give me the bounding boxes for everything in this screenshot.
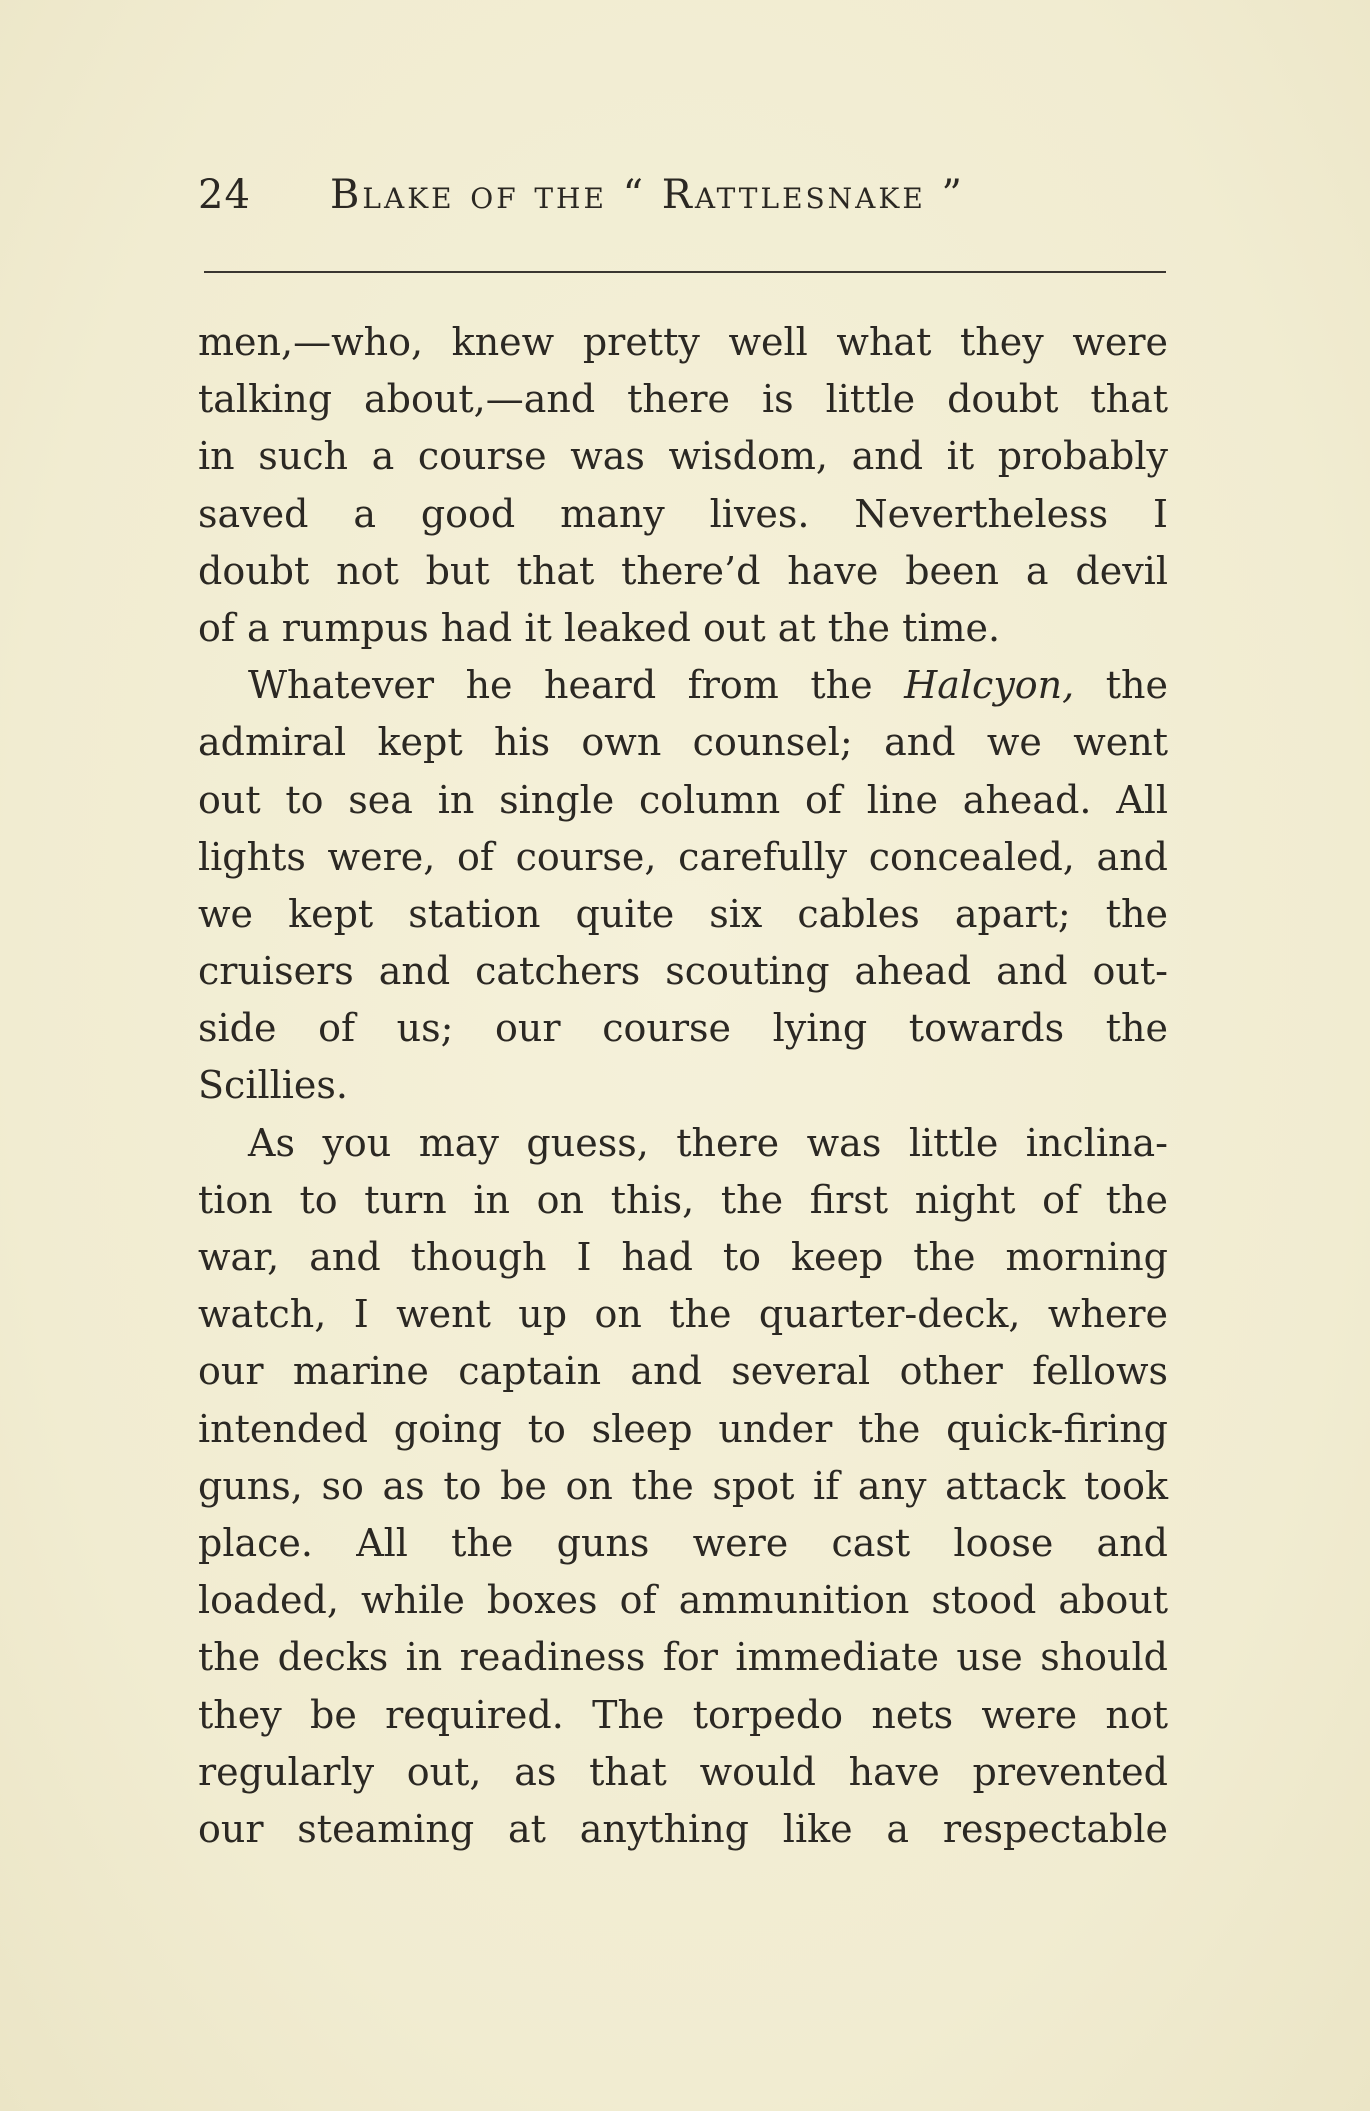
text-line: they be required. The torpedo nets were not [198,1692,1168,1737]
text-line: place. All the guns were cast loose and [198,1520,1168,1565]
text-line: saved a good many lives. Nevertheless I [198,491,1168,536]
header-rule [204,271,1166,273]
text-line: we kept station quite six cables apart; the [198,891,1168,936]
page-number: 24 [198,172,251,218]
text-line: our steaming at anything like a respectable [198,1806,1168,1851]
body-text [198,314,1168,1858]
running-title: Blake of the “ Rattlesnake ” [330,172,965,218]
text-line: admiral kept his own counsel; and we went [198,720,1168,765]
text-line: our marine captain and several other fellows [198,1349,1168,1394]
text-line: doubt not but that there’d have been a devil [198,548,1168,593]
text-line: As you may guess, there was little inclina- [248,1120,1168,1165]
text-line: watch, I went up on the quarter-deck, where [198,1292,1168,1337]
text-line: guns, so as to be on the spot if any attack took [198,1463,1168,1508]
text-line: tion to turn in on this, the first night of the [198,1177,1168,1222]
ship-name-halcyon: Halcyon, [904,663,1075,708]
text-line: lights were, of course, carefully concealed, and [198,834,1168,879]
text-line: cruisers and catchers scouting ahead and out- [198,949,1168,994]
text-line: talking about,—and there is little doubt that [198,377,1168,422]
text-line: side of us; our course lying towards the [198,1006,1168,1051]
text-line: war, and though I had to keep the morning [198,1235,1168,1279]
text-segment: Whatever he heard from the [248,663,873,708]
text-line [198,657,1168,714]
text-line: intended going to sleep under the quick-firing [198,1406,1168,1451]
text-segment: the [1074,663,1168,708]
text-line: out to sea in single column of line ahead. All [198,777,1168,822]
text-line: Scillies. [198,1063,348,1108]
text-line: the decks in readiness for immediate use should [198,1635,1168,1680]
text-line: men,—who, knew pretty well what they were [198,320,1168,364]
text-line: of a rumpus had it leaked out at the time. [198,605,1001,650]
text-line: regularly out, as that would have prevented [198,1749,1168,1794]
text-line: loaded, while boxes of ammunition stood about [198,1578,1168,1623]
running-header [198,168,1168,238]
text-line: in such a course was wisdom, and it probably [198,434,1168,479]
